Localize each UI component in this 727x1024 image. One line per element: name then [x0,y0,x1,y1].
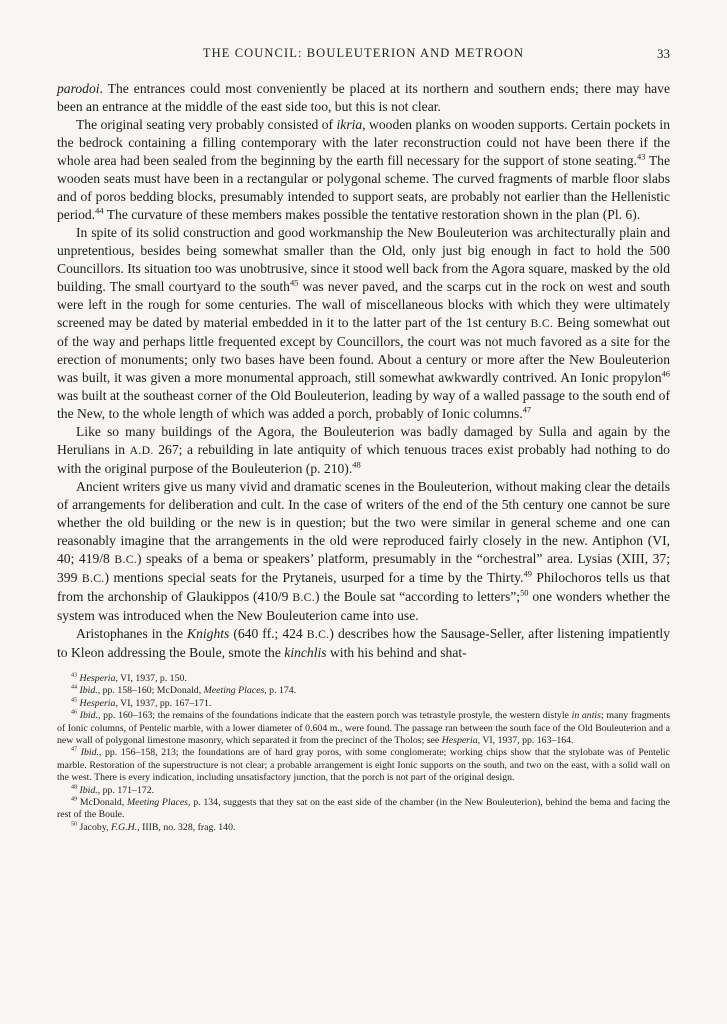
text-segment: F.G.H. [110,821,138,833]
footnote-marker: 47 [71,747,78,754]
text-segment: , p. 134, suggests that they sat on the east side of the chamber (in the New Bouleuterion), behind the bema and facing the rest of the Boule. [57,797,670,821]
text-segment: with his behind and shat- [326,645,467,660]
text-segment: ) the Boule sat “according to letters”; [314,589,521,604]
text-segment: Ibid. [79,685,98,697]
text-segment: kinchlis [284,645,327,660]
text-segment: Meeting Places [203,685,265,697]
text-segment: Ibid. [79,710,98,722]
footnote [57,785,670,797]
text-segment: B.C. [530,317,554,330]
text-segment: Philochoros tells us that from the archonship of Glaukippos (410/9 [57,570,670,604]
text-segment: ) mentions special seats for the Prytaneis, usurped for a time by the Thirty. [104,570,524,585]
text-segment: Being somewhat out of the way and perhaps little frequented except by Councillors, the court was not much favored as a site for the erection of monuments; only two bases have been found. About a century or more after the New Bouleuterion was built, it was given a more monumental approach, still somewhat awkwardly contrived. An Ionic propylon [57,315,671,385]
text-segment: Hesperia [79,673,116,684]
footnote-marker: 46 [71,709,78,716]
text-segment: Hesperia [79,697,116,709]
text-segment: B.C. [306,628,330,641]
text-segment: The curvature of these members makes possible the tentative restoration shown in the plan (Pl. 6). [103,207,641,222]
text-segment: Like so many buildings of the Agora, the Bouleuterion was badly damaged by Sulla and again by the Herulians in [57,424,670,457]
text-segment: , p. 174. [264,685,297,697]
text-segment: 49 [523,568,532,579]
text-segment: parodoi [57,81,100,96]
text-segment: ikria [336,117,363,132]
text-segment: , pp. 171–172. [97,784,155,796]
footnote [57,673,670,685]
text-segment: . The entrances could most conveniently be placed at its northern and southern ends; there may have been an entrance at the middle of the east side too, but this is not clear. [57,81,670,114]
footnote [57,822,670,834]
footnote-marker: 49 [71,796,78,803]
footnote-marker: 43 [71,672,78,679]
body-paragraph [57,224,670,423]
text-segment: , pp. 160–163; the remains of the foundations indicate that the eastern porch was tetrastyle prostyle, the western distyle [98,710,572,722]
text-segment: Meeting Places [127,797,188,809]
page-number: 33 [657,46,670,61]
text-segment: 44 [95,205,104,216]
running-header-title: THE COUNCIL: BOULEUTERION AND METROON [202,46,525,60]
footnote [57,747,670,784]
text-segment: 46 [661,368,670,379]
text-segment: Ibid. [79,784,98,796]
footnotes [57,673,670,834]
footnote-marker: 50 [71,821,78,828]
footnote-marker: 44 [71,685,78,692]
footnote [57,710,670,747]
text-segment: , VI, 1937, pp. 167–171. [115,697,212,709]
text-segment: 48 [352,459,361,470]
text-segment: Hesperia [441,735,478,747]
body-paragraph [57,116,670,224]
text-segment: ; many fragments of Ionic columns, of Pentelic marble, with a lower diameter of 0.604 m., were found. The passage ran between the south face of the Old Bouleuterion and a new wall of polygonal limestone masonry, which separated it from the precinct of the Tholos; see [57,710,671,747]
footnote [57,797,670,822]
text-segment: ) describes how the Sausage-Seller, after listening impatiently to Kleon addressing the Boule, smote the [57,626,670,660]
footnote [57,685,670,697]
text-segment: Ancient writers give us many vivid and dramatic scenes in the Bouleuterion, without making clear the details of arrangements for deliberation and cult. In the case of writers of the end of the 5th century one cannot be sure whether the old building or the new is in question; but the two were similar in general scheme and one can reasonably imagine that the arrangements in the old were reproduced fairly closely in the new. Antiphon (VI, 40; 419/8 [57,479,670,566]
text-segment: In spite of its solid construction and good workmanship the New Bouleuterion was architecturally plain and unpretentious, besides being somewhat smaller than the Old, only just big enough in fact to hold the 500 Councillors. Its situation too was unobtrusive, since it stood well back from the Agora square, masked by the old building. The small courtyard to the south [57,225,670,294]
text-segment: A.D. [129,444,154,457]
text-segment: Ibid. [80,747,99,759]
text-segment: 50 [520,587,529,598]
footnote-marker: 45 [71,697,78,704]
text-segment: , VI, 1937, pp. 163–164. [477,735,574,747]
text-segment: Jacoby, [79,821,111,833]
footnote [57,698,670,710]
text-segment: 47 [522,404,532,415]
footnote-marker: 48 [71,784,78,791]
text-segment: , wooden planks on wooden supports. Certain pockets in the bedrock containing a filling contemporary with the later reconstruction could not have been there if the whole area had been sealed from the beginning by the earth fill necessary for the support of stone seating. [57,117,670,168]
text-segment: 267; a rebuilding in late antiquity of which tenuous traces exist probably had nothing to do with the original purpose of the Bouleuterion (p. 210). [57,442,670,476]
text-segment: one wonders whether the system was introduced when the New Bouleuterion came into use. [57,589,670,623]
text-segment: B.C. [81,572,105,585]
text-segment: , IIIB, no. 328, frag. 140. [137,821,236,833]
text-segment: B.C. [292,591,315,604]
text-segment: The original seating very probably consisted of [76,117,337,132]
body-paragraph [57,80,670,116]
page-content [57,46,670,834]
text-segment: The wooden seats must have been in a rectangular or polygonal scheme. The curved fragments of marble floor slabs and of poros bedding blocks, presumably intended to support seats, are probably not earlier than the Hellenistic period. [57,153,670,222]
text-segment: was never paved, and the scarps cut in the rock on west and south were left in the rough for some centuries. The wall of miscellaneous blocks with which they were ultimately screened may be dated by material embedded in it to the latter part of the 1st century [57,279,670,330]
text-segment: ) speaks of a bema or speakers’ platform, presumably in the “orchestral” area. Lysias (XIII, 37; 399 [57,551,670,585]
text-segment: Aristophanes in the [76,626,188,641]
text-segment: , pp. 158–160; McDonald, [97,685,204,697]
text-segment: in antis [571,710,601,722]
text-segment: B.C. [114,553,138,566]
body-paragraph [57,423,670,478]
text-segment: McDonald, [79,797,127,809]
body-paragraph [57,478,670,625]
text-segment: was built at the southeast corner of the Old Bouleuterion, leading by way of a walled passage to the south end of the New, to the whole length of which was added a porch, probably of Ionic columns. [57,388,670,421]
body-paragraph [57,625,670,662]
text-segment: Knights [187,626,230,641]
text-segment: 43 [637,151,646,162]
text-segment: , VI, 1937, p. 150. [115,673,187,684]
text-segment: , pp. 156–158, 213; the foundations are of hard gray poros, with some conglomerate; working chips show that the stylobate was of Pentelic marble. Restoration of the superstructure is not clear; a probable arrangement is eight Ionic supports on the south, and two on the east, with a solid wall on the west. There is every indication, including unsatisfactory junction, that the porch is not part of the original design. [57,747,670,784]
text-segment: 45 [289,277,299,288]
text-segment: (640 ff.; 424 [229,626,307,641]
running-header [57,46,670,68]
body-text [57,80,670,662]
